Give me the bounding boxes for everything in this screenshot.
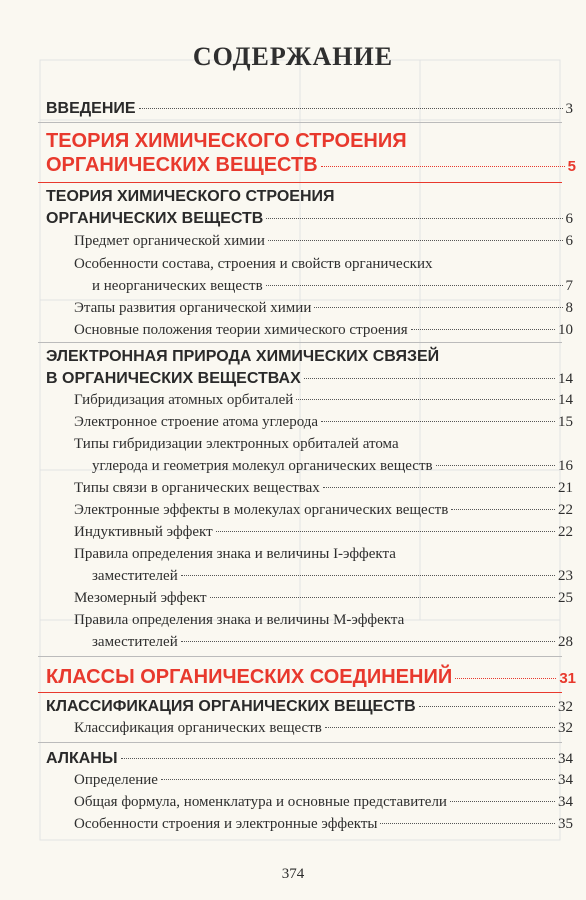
toc-entry-page: 35	[558, 816, 573, 832]
toc-entry-page: 23	[558, 568, 573, 584]
toc-item[interactable]	[74, 233, 573, 250]
toc-entry-label: заместителей	[92, 568, 178, 584]
dot-leader	[181, 575, 555, 576]
dot-leader	[161, 779, 555, 780]
toc-entry-label: заместителей	[92, 634, 178, 650]
toc-entry-page: 32	[558, 720, 573, 736]
toc-section-theory-line-1[interactable]: ТЕОРИЯ ХИМИЧЕСКОГО СТРОЕНИЯ	[46, 188, 335, 205]
toc-item[interactable]	[92, 568, 573, 585]
dot-leader	[323, 487, 555, 488]
toc-entry-label: Основные положения теории химического строения	[74, 322, 408, 338]
toc-item-line-1[interactable]: Правила определения знака и величины М-эффекта	[74, 612, 405, 628]
dot-leader	[139, 108, 563, 109]
dot-leader	[181, 641, 555, 642]
toc-entry-page: 5	[567, 158, 576, 175]
toc-item[interactable]	[92, 278, 573, 295]
toc-item[interactable]	[74, 480, 573, 497]
toc-entry-label: КЛАССИФИКАЦИЯ ОРГАНИЧЕСКИХ ВЕЩЕСТВ	[46, 698, 416, 715]
toc-item-line-1[interactable]: Правила определения знака и величины I-эффекта	[74, 546, 396, 562]
section-divider	[38, 342, 562, 343]
toc-entry-label: углерода и геометрия молекул органических веществ	[92, 458, 433, 474]
toc-entry-page: 15	[558, 414, 573, 430]
toc-entry-page: 34	[558, 772, 573, 788]
toc-entry-label: Электронное строение атома углерода	[74, 414, 319, 430]
toc-entry-label: Электронные эффекты в молекулах органических веществ	[74, 502, 449, 518]
toc-entry-label: Этапы развития органической химии	[74, 300, 312, 316]
toc-part-1[interactable]	[46, 154, 576, 177]
dot-leader	[419, 706, 555, 707]
toc-entry-page: 22	[558, 502, 573, 518]
toc-item[interactable]	[74, 300, 573, 317]
part-divider	[38, 692, 562, 693]
toc-item[interactable]	[92, 634, 573, 651]
toc-entry-label: Типы связи в органических веществах	[74, 480, 320, 496]
dot-leader	[314, 307, 562, 308]
toc-item[interactable]	[74, 414, 573, 431]
dot-leader	[121, 758, 555, 759]
toc-entry-page: 14	[558, 371, 573, 387]
toc-entry-label: Классификация органических веществ	[74, 720, 322, 736]
toc-item[interactable]	[74, 392, 573, 409]
toc-entry-label: АЛКАНЫ	[46, 750, 118, 767]
dot-leader	[450, 801, 555, 802]
toc-entry-page: 28	[558, 634, 573, 650]
toc-entry-label: Определение	[74, 772, 158, 788]
toc-item[interactable]	[74, 590, 573, 607]
page-title: СОДЕРЖАНИЕ	[192, 42, 394, 71]
toc-entry-label: ВВЕДЕНИЕ	[46, 100, 136, 117]
dot-leader	[210, 597, 555, 598]
dot-leader	[436, 465, 555, 466]
toc-entry-label: Индуктивный эффект	[74, 524, 213, 540]
toc-item[interactable]	[74, 816, 573, 833]
dot-leader	[304, 378, 555, 379]
toc-entry-page: 16	[558, 458, 573, 474]
dot-leader	[325, 727, 555, 728]
toc-entry-page: 25	[558, 590, 573, 606]
toc-item[interactable]	[74, 322, 573, 339]
toc-item[interactable]	[74, 524, 573, 541]
toc-entry-label: Особенности строения и электронные эффекты	[74, 816, 378, 832]
toc-entry-page: 34	[558, 794, 573, 810]
dot-leader	[321, 166, 565, 167]
toc-entry-page: 3	[565, 101, 573, 117]
toc-entry-page: 8	[565, 300, 573, 316]
dot-leader	[380, 823, 555, 824]
toc-section-theory[interactable]	[46, 210, 573, 228]
toc-entry-label: Общая формула, номенклатура и основные представители	[74, 794, 447, 810]
toc-entry-label: и неорганических веществ	[92, 278, 263, 294]
toc-entry-page: 32	[558, 699, 573, 715]
toc-entry-label: Гибридизация атомных орбиталей	[74, 392, 294, 408]
section-divider	[38, 122, 562, 123]
toc-item[interactable]	[74, 772, 573, 789]
toc-section-alkanes[interactable]	[46, 750, 573, 768]
dot-leader	[411, 329, 555, 330]
dot-leader	[451, 509, 555, 510]
toc-entry-label: ОРГАНИЧЕСКИХ ВЕЩЕСТВ	[46, 154, 318, 176]
section-divider	[38, 742, 562, 743]
toc-item[interactable]	[74, 794, 573, 811]
toc-item[interactable]	[92, 458, 573, 475]
toc-entry-page: 21	[558, 480, 573, 496]
toc-section-introduction[interactable]	[46, 100, 573, 118]
dot-leader	[266, 218, 562, 219]
toc-entry-label: В ОРГАНИЧЕСКИХ ВЕЩЕСТВАХ	[46, 370, 301, 387]
toc-entry-page: 10	[558, 322, 573, 338]
dot-leader	[266, 285, 563, 286]
toc-entry-label: КЛАССЫ ОРГАНИЧЕСКИХ СОЕДИНЕНИЙ	[46, 666, 453, 688]
toc-item[interactable]	[74, 720, 573, 737]
dot-leader	[455, 678, 556, 679]
toc-section-classification[interactable]	[46, 698, 573, 716]
dot-leader	[296, 399, 555, 400]
toc-item-line-1[interactable]: Типы гибридизации электронных орбиталей атома	[74, 436, 399, 452]
toc-entry-label: Мезомерный эффект	[74, 590, 207, 606]
toc-item-line-1[interactable]: Особенности состава, строения и свойств органических	[74, 256, 433, 272]
toc-section-electronic-line-1[interactable]: ЭЛЕКТРОННАЯ ПРИРОДА ХИМИЧЕСКИХ СВЯЗЕЙ	[46, 348, 440, 365]
toc-entry-label: ОРГАНИЧЕСКИХ ВЕЩЕСТВ	[46, 210, 264, 227]
toc-item[interactable]	[74, 502, 573, 519]
toc-entry-page: 31	[559, 670, 576, 687]
toc-entry-page: 22	[558, 524, 573, 540]
toc-section-electronic[interactable]	[46, 370, 573, 388]
toc-entry-page: 14	[558, 392, 573, 408]
toc-entry-page: 6	[565, 211, 573, 227]
toc-entry-page: 7	[565, 278, 573, 294]
page-number: 374	[281, 866, 305, 882]
toc-part-2[interactable]	[46, 666, 576, 689]
dot-leader	[268, 240, 563, 241]
toc-entry-page: 34	[558, 751, 573, 767]
toc-entry-page: 6	[565, 233, 573, 249]
toc-part-1-line-1[interactable]: ТЕОРИЯ ХИМИЧЕСКОГО СТРОЕНИЯ	[46, 130, 407, 152]
part-divider	[38, 182, 562, 183]
toc-entry-label: Предмет органической химии	[74, 233, 265, 249]
dot-leader	[321, 421, 555, 422]
section-divider	[38, 656, 562, 657]
dot-leader	[216, 531, 555, 532]
